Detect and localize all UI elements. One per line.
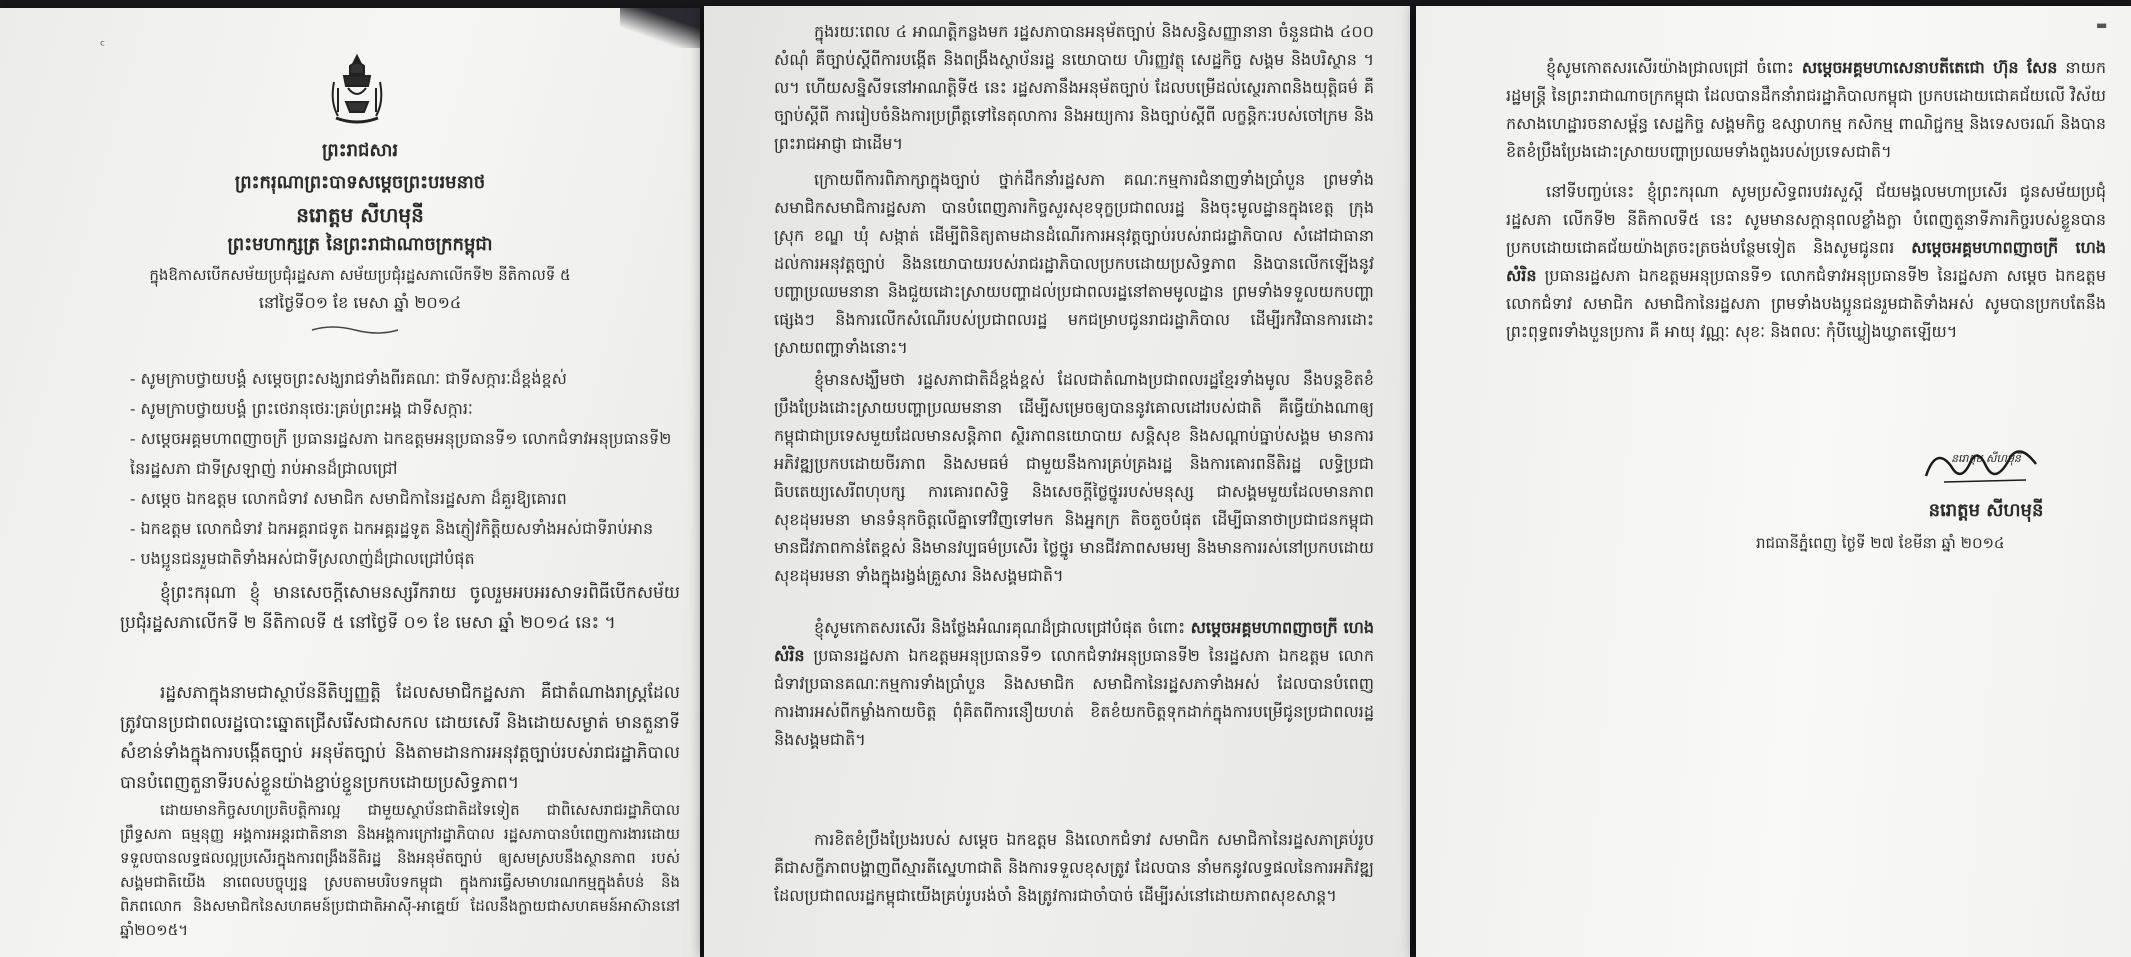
- salutation-list: [130, 364, 690, 574]
- paragraph-rest: ប្រធានរដ្ឋសភា ឯកឧត្តមអនុប្រធានទី១ លោកជំទាវអនុប្រធានទី២ នៃរដ្ឋសភា សម្តេច ឯកឧត្តម លោកជំទាវ សមាជិក សមាជិកានៃរដ្ឋសភា ព្រមទាំងបងប្អូនជនរួមជាតិទាំងអស់ សូមបានប្រកបតែនឹងព្រះពុទ្ធពរទាំងបួនប្រការ គឺ អាយុ វណ្ណៈ សុខៈ និងពលៈ កុំបីឃ្លៀងឃ្លាតឡើយ។: [1506, 266, 2106, 341]
- title-king-name: នរោត្តម សីហមុនី: [296, 203, 424, 227]
- paragraph: រដ្ឋសភាក្នុងនាមជាស្ថាប័ននីតិប្បញ្ញត្តិ ដែលសមាជិកដ្ឋសភា គឺជាតំណាងរាស្ត្រដែលត្រូវបានប្រជាពលរដ្ឋបោះឆ្នោតជ្រើសរើសជាសកល ដោយសេរី និងដោយសម្ងាត់ មានតួនាទីសំខាន់ទាំងក្នុងការបង្កើតច្បាប់ អនុម័តច្បាប់ និងតាមដានការអនុវត្តច្បាប់របស់រាជរដ្ឋាភិបាល បានបំពេញតួនាទីរបស់ខ្លួនយ៉ាងខ្ជាប់ខ្ជួនប្រកបដោយប្រសិទ្ធភាព។: [120, 683, 680, 793]
- title-line2: ព្រះករុណាព្រះបាទសម្តេចព្រះបរមនាថ: [234, 172, 486, 193]
- document-page-1: [0, 8, 700, 957]
- paragraph: ខ្ញុំមានសង្ឃឹមថា រដ្ឋសភាជាតិដ៏ខ្ពង់ខ្ពស់ ដែលជាតំណាងប្រជាពលរដ្ឋខ្មែរទាំងមូល នឹងបន្តខិតខំប្រឹងប្រែងដោះស្រាយបញ្ហាប្រឈមនានា ដើម្បីសម្រេចឲ្យបាននូវគោលដៅរបស់ជាតិ គឺធ្វើយ៉ាងណាឲ្យកម្ពុជាជាប្រទេសមួយដែលមានសន្តិភាព ស្ថិរភាពនយោបាយ សន្តិសុខ និងសណ្តាប់ធ្នាប់សង្គម មានការអភិវឌ្ឍប្រកបដោយចីរភាព និងសមធម៌ ជាមួយនឹងការគ្រប់គ្រងរដ្ឋ និងការគោរពនីតិរដ្ឋ លទ្ធិប្រជាធិបតេយ្យសេរីពហុបក្ស ការគោរពសិទ្ធិ និងសេចក្តីថ្លៃថ្នូររបស់មនុស្ស ជាសង្គមមួយដែលមានភាពសុខដុមរមនា មានទំនុកចិត្តលើគ្នាទៅវិញទៅមក និងអ្នកក្រ តិចតួចបំផុត ដើម្បីធានាថាប្រជាជនកម្ពុជា មានជីវភាពកាន់តែខ្ពស់ និងមានវប្បធម៌ប្រសើរ ថ្លៃថ្នូរ មានជីវភាពសមរម្យ និងមានការរស់នៅប្រកបដោយសុខដុមរមនា ទាំងក្នុងរង្វង់គ្រួសារ និងសង្គមជាតិ។: [774, 370, 1374, 585]
- paragraph-intro: នៅទីបញ្ចប់នេះ ខ្ញុំព្រះករុណា សូមប្រសិទ្ធពរបវរសួស្តី ជ័យមង្គលមហាប្រសើរ ជូនសម័យប្រជុំរដ្ឋសភា លើកទី២ នីតិកាលទី៥ នេះ សូមមានសក្តានុពលខ្លាំងក្លា បំពេញតួនាទីភារកិច្ចរបស់ខ្លួនបានប្រកបដោយជោគជ័យយ៉ាងត្រចះត្រចង់បន្ថែមទៀត និងសូមជូនពរ: [1506, 182, 2106, 257]
- royal-emblem-icon: [324, 52, 390, 126]
- paragraph: ការខិតខំប្រឹងប្រែងរបស់ សម្តេច ឯកឧត្តម និងលោកជំទាវ សមាជិក សមាជិកានៃរដ្ឋសភាគ្រប់រូបគឺជាសក្ខីភាពបង្ហាញពីស្មារតីស្នេហាជាតិ និងការទទួលខុសត្រូវ ដែលបាន នាំមកនូវលទ្ធផលនៃការអភិវឌ្ឍ ដែលប្រជាពលរដ្ឋកម្ពុជាយើងគ្រប់រូបរង់ចាំ និងត្រូវការជាចាំបាច់ ដើម្បីរស់នៅដោយភាពសុខសាន្ត។: [774, 830, 1374, 905]
- salutation-item: - សូមក្រាបថ្វាយបង្គំ ព្រះថេរានុថេរៈគ្រប់ព្រះអង្គ ជាទីសក្ការៈ: [130, 399, 473, 418]
- title-line4: ព្រះមហាក្សត្រ នៃព្រះរាជាណាចក្រកម្ពុជា: [227, 234, 493, 255]
- paragraph: ខ្ញុំព្រះករុណា ខ្ញុំ មានសេចក្តីសោមនស្សរីករាយ ចូលរួមអបអរសាទរពិធីបើកសម័យប្រជុំរដ្ឋសភាលើកទី ២ នីតិកាលទី ៥ នៅថ្ងៃទី ០១ ខែ មេសា ឆ្នាំ ២០១៤ នេះ ។: [120, 583, 680, 633]
- salutation-item: - បងប្អូនជនរួមជាតិទាំងអស់ជាទីស្រលាញ់ដ៏ជ្រាលជ្រៅបំផុត: [130, 549, 475, 568]
- paragraph-rest: នាយករដ្ឋមន្ត្រី នៃព្រះរាជាណាចក្រកម្ពុជា ដែលបានដឹកនាំរាជរដ្ឋាភិបាលកម្ពុជា ប្រកបដោយជោគជ័យលើ វិស័យកសាងហេដ្ឋារចនាសម្ព័ន្ធ សេដ្ឋកិច្ច សង្គមកិច្ច ឧស្សាហកម្ម កសិកម្ម ពាណិជ្ជកម្ម និងទេសចរណ៍ និងបានខិតខំប្រឹងប្រែងដោះស្រាយបញ្ហាប្រឈមទាំងពួងរបស់ប្រទេសជាតិ។: [1506, 58, 2107, 161]
- title-date: នៅថ្ងៃទី០១ ខែ មេសា ឆ្នាំ ២០១៤: [258, 293, 462, 312]
- document-page-2: [704, 6, 1410, 957]
- salutation-item: - សម្តេចអគ្គមហាពញាចក្រី ប្រធានរដ្ឋសភា ឯកឧត្តមអនុប្រធានទី១ លោកជំទាវអនុប្រធានទី២: [130, 429, 672, 448]
- salutation-item: - ឯកឧត្តម លោកជំទាវ ឯកអគ្គរាជទូត ឯកអគ្គរដ្ឋទូត និងភ្ញៀវកិត្តិយសទាំងអស់ជាទីរាប់អាន: [130, 519, 654, 538]
- page-mark: ▬: [2096, 18, 2108, 32]
- honoree-name: សម្តេចអគ្គមហាពញាចក្រី ហេង សំរិន: [1506, 238, 2106, 285]
- paragraph-intro: ខ្ញុំសូមកោតសរសើរ និងថ្លែងអំណរគុណដ៏ជ្រាលជ្រៅបំផុត ចំពោះ: [814, 618, 1186, 637]
- paragraph: ក្នុងរយៈពេល ៤ អាណត្តិកន្លងមក រដ្ឋសភាបានអនុម័តច្បាប់ និងសន្ធិសញ្ញានានា ចំនួនជាង ៤០០ សំណុំ គឺច្បាប់ស្តីពីការបង្កើត និងពង្រឹងស្ថាប័នរដ្ឋ នយោបាយ ហិរញ្ញវត្ថុ សេដ្ឋកិច្ច សង្គម និងបរិស្ថាន ។ល។ ហើយសន្និសីទនៅអាណត្តិទី៥ នេះ រដ្ឋសភានឹងអនុម័តច្បាប់ ដែលបម្រើដល់ស្ថេរភាពនិងយុត្តិធម៌ គឺច្បាប់ស្តីពី ការរៀបចំនិងការប្រព្រឹត្តទៅនៃតុលាការ និងអយ្យការ និងច្បាប់ស្តីពី លក្ខន្តិកៈរបស់ចៅក្រម និងព្រះរាជអាជ្ញា ជាដើម។: [774, 22, 1374, 153]
- salutation-item: - សម្តេច ឯកឧត្តម លោកជំទាវ សមាជិក សមាជិកានៃរដ្ឋសភា ដ៏គួរឱ្យគោរព: [130, 489, 567, 508]
- salutation-item: នៃរដ្ឋសភា ជាទីស្រឡាញ់ រាប់អានដ៏ជ្រាលជ្រៅ: [130, 459, 398, 478]
- salutation-item: - សូមក្រាបថ្វាយបង្គំ សម្តេចព្រះសង្ឃរាជទាំងពីរគណៈ ជាទីសក្ការៈដ៏ខ្ពង់ខ្ពស់: [130, 369, 567, 388]
- title-kingdom: ព្រះរាជសារ: [321, 140, 399, 161]
- paragraph-closing: [1506, 178, 2106, 346]
- ornament-divider: [310, 324, 400, 336]
- paragraph-thanks: [774, 614, 1374, 754]
- paragraph: ដោយមានកិច្ចសហប្រតិបត្តិការល្អ ជាមួយស្ថាប័នជាតិដទៃទៀត ជាពិសេសរាជរដ្ឋាភិបាល ព្រឹទ្ធសភា ធម្មនុញ្ញ អង្គការអន្តរជាតិនានា និងអង្គការក្រៅរដ្ឋាភិបាល រដ្ឋសភាបានបំពេញការងារដោយទទួលបានលទ្ធផលល្អប្រសើរក្នុងការពង្រឹងនីតិរដ្ឋ និងអនុម័តច្បាប់ ឲ្យសមស្របនឹងស្ថានភាព របស់សង្គមជាតិយើង នាពេលបច្ចុប្បន្ន ស្របតាមបរិបទកម្ពុជា ក្នុងការធ្វើសមាហរណកម្មក្នុងតំបន់ និងពិភពលោក និងសមាជិកនៃសហគមន៍ប្រជាជាតិអាស៊ី-អាគ្នេយ៍ ដែលនឹងក្លាយជាសហគមន៍អាស៊ាននៅឆ្នាំ២០១៥។: [120, 801, 680, 939]
- document-page-3: [1416, 6, 2131, 957]
- honoree-name: សម្តេចអគ្គមហាពញាចក្រី ហេង សំរិន: [774, 618, 1375, 665]
- shadow-corner: [620, 8, 700, 48]
- paragraph: ក្រោយពីការពិភាក្សាក្នុងច្បាប់ ថ្នាក់ដឹកនាំរដ្ឋសភា គណៈកម្មការជំនាញទាំងប្រាំបួន ព្រមទាំងសមាជិកសមាជិការដ្ឋសភា បានបំពេញភារកិច្ចសួរសុខទុក្ខប្រជាពលរដ្ឋ និងចុះមូលដ្ឋានក្នុងខេត្ត ក្រុង ស្រុក ខណ្ឌ ឃុំ សង្កាត់ ដើម្បីពិនិត្យតាមដានដំណើរការអនុវត្តច្បាប់របស់រាជរដ្ឋាភិបាល សំដៅជាធានាដល់ការអនុវត្តច្បាប់ និងនយោបាយរបស់រាជរដ្ឋាភិបាលប្រកបដោយប្រសិទ្ធភាព និងបានលើកឡើងនូវបញ្ហាប្រឈមនានា និងជួយដោះស្រាយបញ្ហាដល់ប្រជាពលរដ្ឋនៅតាមមូលដ្ឋាន ព្រមទាំងទទួលយកបញ្ហាផ្សេងៗ និងការលើកសំណើរបស់ប្រជាពលរដ្ឋ មកជម្រាបជូនរាជរដ្ឋាភិបាល ដើម្បីរកវិធានការដោះស្រាយពញ្ហាទាំងនោះ។: [774, 170, 1374, 357]
- paragraph-intro: ខ្ញុំសូមកោតសរសើរយ៉ាងជ្រាលជ្រៅ ចំពោះ: [1546, 58, 1794, 77]
- paragraph-rest: ប្រធានរដ្ឋសភា ឯកឧត្តមអនុប្រធានទី១ លោកជំទាវអនុប្រធានទី២ នៃរដ្ឋសភា ឯកឧត្តម លោកជំទាវប្រធានគណៈកម្មការទាំងប្រាំបួន និងសមាជិក សមាជិកានៃរដ្ឋសភាទាំងអស់ ដែលបានបំពេញការងារអស់ពីកម្លាំងកាយចិត្ត ពុំគិតពីការនឿយហត់ ខិតខំយកចិត្តទុកដាក់ក្នុងការបម្រើជូនប្រជាពលរដ្ឋ និងសង្គមជាតិ។: [774, 646, 1374, 749]
- royal-signature: [1916, 436, 2056, 496]
- honoree-name: សម្តេចអគ្គមហាសេនាបតីតេជោ ហ៊ុន សែន: [1801, 58, 2058, 77]
- page-mark: ᶜ: [100, 38, 106, 54]
- date-line: រាជធានីភ្នំពេញ ថ្ងៃទី ២៧ ខែមីនា ឆ្នាំ ២០១៤: [1756, 534, 2005, 552]
- signature-script: នរោត្តម សីហមុនី: [1951, 452, 2021, 465]
- title-line5: ក្នុងឱកាសបើកសម័យប្រជុំរដ្ឋសភា សម័យប្រជុំរដ្ឋសភាលើកទី២ នីតិកាលទី ៥: [149, 266, 571, 284]
- signatory-name: នរោត្តម សីហមុនី: [1928, 500, 2044, 521]
- paragraph-pm: [1506, 54, 2106, 166]
